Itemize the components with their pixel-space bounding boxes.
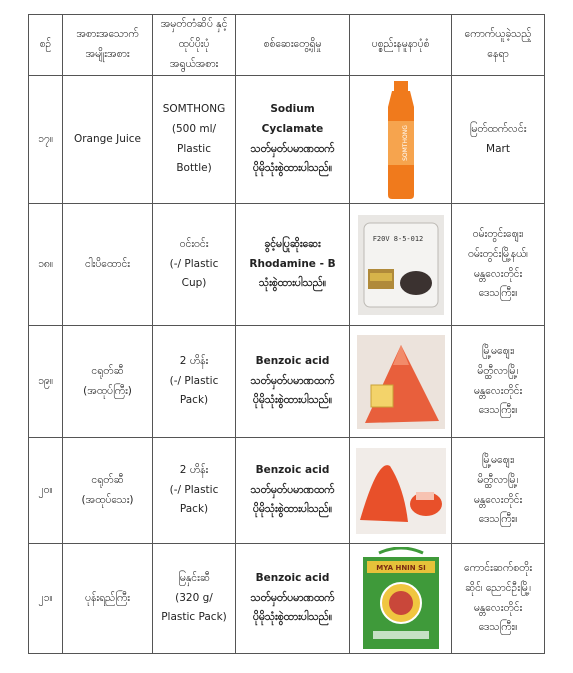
brand-size: 2 ဟိန်း (-/ Plastic Pack) (153, 326, 236, 438)
collection-place: မြို့မဈေး၊ မိတ္ထီလာမြို့၊ မန္တလေးတိုင်း ဒေသကြီး။ (452, 438, 545, 544)
header-finding: စစ်ဆေးတွေ့ရှိမှု (236, 15, 350, 76)
chili-oil-small-pack-image (356, 448, 446, 534)
collection-place: မြတ်ထက်လင်း Mart (452, 76, 545, 204)
food-type: ငါးပိထောင်း (63, 204, 153, 326)
sample-image-cell (350, 76, 452, 204)
finding: Benzoic acid သတ်မှတ်ပမာဏထက် ပိုမိုသုံးစွဲထားပါသည်။ (236, 544, 350, 654)
row-no: ၂၁။ (29, 544, 63, 654)
table-row (29, 544, 545, 654)
food-type: ငရုတ်ဆီ (အထုပ်ကြီး) (63, 326, 153, 438)
row-no: ၁၈။ (29, 204, 63, 326)
finding: Benzoic acid သတ်မှတ်ပမာဏထက် ပိုမိုသုံးစွဲထားပါသည်။ (236, 326, 350, 438)
collection-place: ဝမ်းတွင်းဈေး၊ ဝမ်းတွင်းမြို့နယ်၊ မန္တလေးတိုင်း ဒေသကြီး။ (452, 204, 545, 326)
header-brand: အမှတ်တံဆိပ် နှင့်ထုပ်ပိုးပုံ အရွယ်အစား (153, 15, 236, 76)
bean-paste-pack-image (359, 547, 443, 651)
sample-image-cell (350, 204, 452, 326)
row-no: ၂၀။ (29, 438, 63, 544)
brand-size: SOMTHONG (500 ml/ Plastic Bottle) (153, 76, 236, 204)
sample-image-cell (350, 326, 452, 438)
brand-size: မြနှင်းဆီ (320 g/ Plastic Pack) (153, 544, 236, 654)
finding: Sodium Cyclamate သတ်မှတ်ပမာဏထက် ပိုမိုသုံးစွဲထားပါသည်။ (236, 76, 350, 204)
header-food-type: အစားအသောက် အမျိုးအစား (63, 15, 153, 76)
header-place: ကောက်ယူခဲ့သည့် နေရာ (452, 15, 545, 76)
header-row (29, 15, 545, 76)
svg-text:SOMTHONG: SOMTHONG (401, 124, 409, 161)
brand-size: ဝင်းဝင်း (-/ Plastic Cup) (153, 204, 236, 326)
table-row (29, 76, 545, 204)
svg-text:F20V 8-5-012: F20V 8-5-012 (372, 234, 423, 243)
row-no: ၁၉။ (29, 326, 63, 438)
svg-text:MYA HNIN SI: MYA HNIN SI (375, 563, 426, 572)
sample-image-cell (350, 544, 452, 654)
food-type: ငရုတ်ဆီ (အထုပ်သေး) (63, 438, 153, 544)
table-row (29, 326, 545, 438)
finding: Benzoic acid သတ်မှတ်ပမာဏထက် ပိုမိုသုံးစွဲထားပါသည်။ (236, 438, 350, 544)
food-type: ပုန်းရည်ကြီး (63, 544, 153, 654)
orange-juice-bottle-image (378, 79, 424, 201)
row-no: ၁၇။ (29, 76, 63, 204)
finding: ခွင့်မပြုဆိုးဆေး Rhodamine - B သုံးစွဲထားပါသည်။ (236, 204, 350, 326)
table-row (29, 204, 545, 326)
brand-size: 2 ဟိန်း (-/ Plastic Pack) (153, 438, 236, 544)
food-type: Orange Juice (63, 76, 153, 204)
header-no: စဉ် (29, 15, 63, 76)
fish-paste-cup-image (358, 215, 444, 315)
food-safety-table (28, 14, 545, 654)
chili-oil-large-pack-image (357, 335, 445, 429)
sample-image-cell (350, 438, 452, 544)
table-row (29, 438, 545, 544)
collection-place: ကောင်းဆက်စတိုး ဆိုင်၊ ညောင်ဦးမြို့၊ မန္တလေးတိုင်း ဒေသကြီး။ (452, 544, 545, 654)
header-sample: ပစ္စည်းနမူနာပုံစံ (350, 15, 452, 76)
collection-place: မြို့မဈေး၊ မိတ္ထီလာမြို့၊ မန္တလေးတိုင်း ဒေသကြီး။ (452, 326, 545, 438)
